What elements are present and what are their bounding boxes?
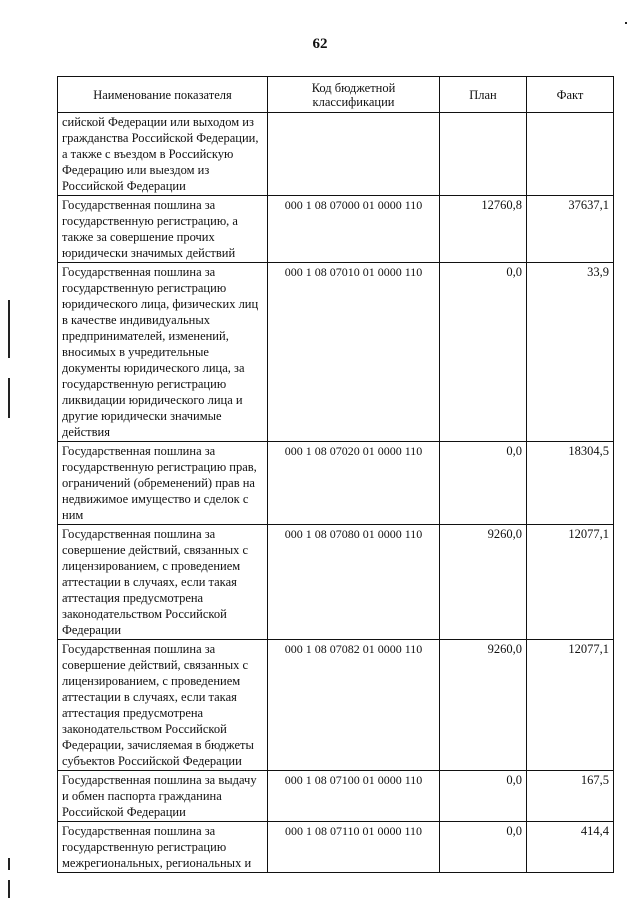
header-plan: План — [440, 77, 527, 113]
row-name: Государственная пошлина за государственную регистрацию межрегиональных, региональных и — [58, 822, 268, 873]
row-code — [268, 113, 440, 196]
table-row — [58, 442, 614, 525]
row-fact — [527, 113, 614, 196]
row-code: 000 1 08 07000 01 0000 110 — [268, 196, 440, 263]
row-fact: 167,5 — [527, 771, 614, 822]
row-plan: 0,0 — [440, 263, 527, 442]
row-fact: 414,4 — [527, 822, 614, 873]
row-plan: 0,0 — [440, 771, 527, 822]
scan-speck — [625, 22, 627, 24]
row-code: 000 1 08 07110 01 0000 110 — [268, 822, 440, 873]
scan-margin-mark — [8, 300, 10, 358]
table-row — [58, 113, 614, 196]
row-name: Государственная пошлина за государственную регистрацию, а также за совершение прочих юридически значимых действий — [58, 196, 268, 263]
row-name: Государственная пошлина за совершение действий, связанных с лицензированием, с проведением аттестации в случаях, если такая аттестация предусмотрена законодательством Российской Федерации — [58, 525, 268, 640]
row-code: 000 1 08 07080 01 0000 110 — [268, 525, 440, 640]
page-number: 62 — [312, 36, 328, 52]
row-name: сийской Федерации или выходом из гражданства Российской Федерации, а также с въездом в Российскую Федерацию или выездом из Российской Федерации — [58, 113, 268, 196]
scan-margin-mark — [8, 880, 10, 898]
row-plan: 0,0 — [440, 442, 527, 525]
header-name: Наименование показателя — [58, 77, 268, 113]
table-row — [58, 822, 614, 873]
scan-margin-mark — [8, 378, 10, 418]
row-fact: 37637,1 — [527, 196, 614, 263]
row-name: Государственная пошлина за выдачу и обмен паспорта гражданина Российской Федерации — [58, 771, 268, 822]
row-name: Государственная пошлина за государственную регистрацию юридического лица, физических лиц в качестве индивидуальных предпринимателей, изменений, вносимых в учредительные документы юридического лица, за государственную регистрацию ликвидации юридического лица и другие юридически значимые действия — [58, 263, 268, 442]
row-name: Государственная пошлина за совершение действий, связанных с лицензированием, с проведением аттестации в случаях, если такая аттестация предусмотрена законодательством Российской Федерации, зачисляемая в бюджеты субъектов Российской Федерации — [58, 640, 268, 771]
scan-margin-mark — [8, 858, 10, 870]
row-plan: 9260,0 — [440, 640, 527, 771]
row-code: 000 1 08 07020 01 0000 110 — [268, 442, 440, 525]
table-row — [58, 525, 614, 640]
row-code: 000 1 08 07010 01 0000 110 — [268, 263, 440, 442]
row-plan: 9260,0 — [440, 525, 527, 640]
row-plan: 12760,8 — [440, 196, 527, 263]
row-fact: 12077,1 — [527, 640, 614, 771]
table-row — [58, 640, 614, 771]
table-row — [58, 263, 614, 442]
header-code: Код бюджетной классификации — [268, 77, 440, 113]
row-plan — [440, 113, 527, 196]
row-name: Государственная пошлина за государственную регистрацию прав, ограничений (обременений) прав на недвижимое имущество и сделок с ним — [58, 442, 268, 525]
table-header-row — [58, 77, 614, 113]
row-fact: 33,9 — [527, 263, 614, 442]
budget-table — [57, 76, 614, 873]
row-fact: 18304,5 — [527, 442, 614, 525]
row-code: 000 1 08 07082 01 0000 110 — [268, 640, 440, 771]
table-row — [58, 771, 614, 822]
row-fact: 12077,1 — [527, 525, 614, 640]
table-row — [58, 196, 614, 263]
row-plan: 0,0 — [440, 822, 527, 873]
row-code: 000 1 08 07100 01 0000 110 — [268, 771, 440, 822]
header-fact: Факт — [527, 77, 614, 113]
